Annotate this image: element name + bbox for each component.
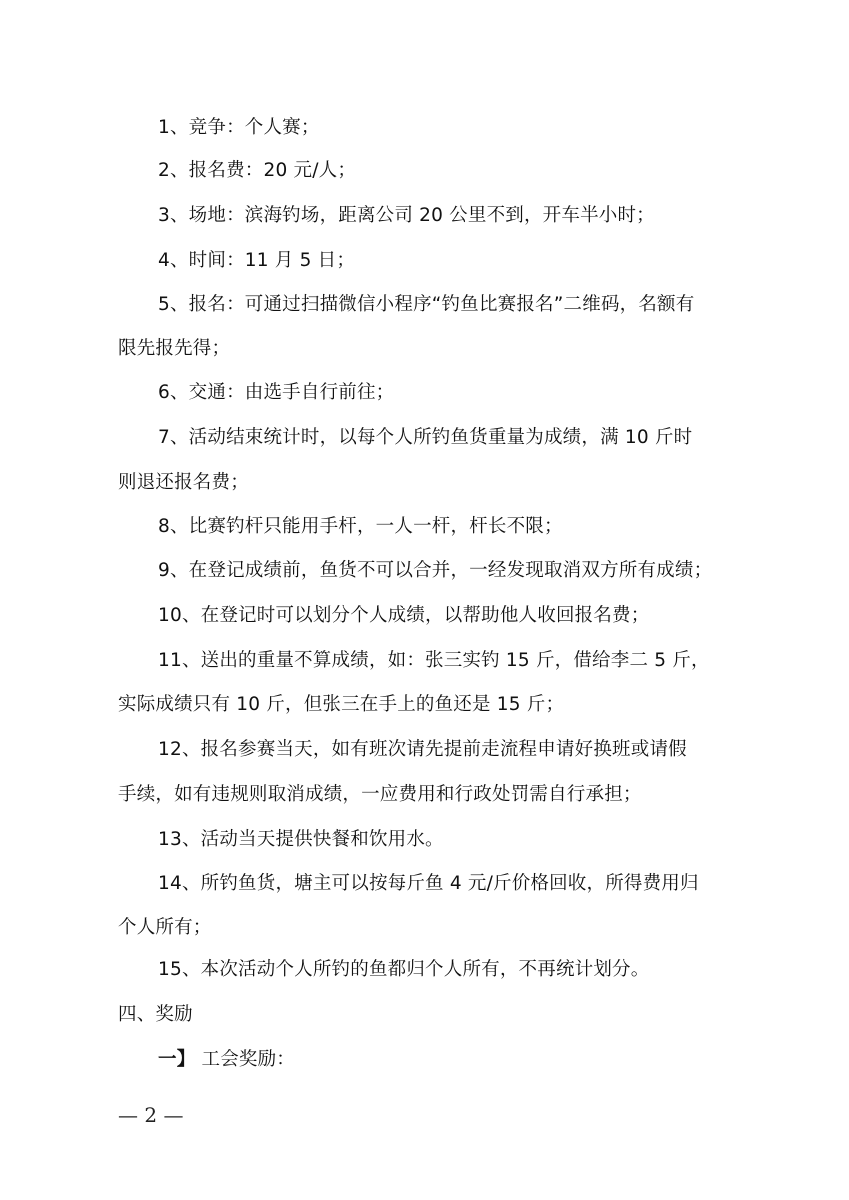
subheading [158,1049,295,1071]
rule-line: 9、在登记成绩前，鱼货不可以合并，一经发现取消双方所有成绩； [158,560,713,581]
rule-line: 3、场地：滨海钓场，距离公司 20 公里不到，开车半小时； [158,205,655,226]
rule-line: 14、所钓鱼货，塘主可以按每斤鱼 4 元/斤价格回收，所得费用归 [158,873,699,894]
rule-line: 则退还报名费； [118,472,249,493]
rule-line: 2、报名费：20 元/人； [158,160,357,181]
section-heading: 四、奖励 [118,1004,193,1025]
rule-line: 5、报名：可通过扫描微信小程序“钓鱼比赛报名”二维码，名额有 [158,294,695,315]
rule-line: 6、交通：由选手自行前往； [158,382,395,403]
rule-line: 7、活动结束统计时，以每个人所钓鱼货重量为成绩，满 10 斤时 [158,427,693,448]
page-number: — 2 — [118,1103,184,1127]
rule-line: 4、时间：11 月 5 日； [158,250,356,271]
rule-line: 13、活动当天提供快餐和饮用水。 [158,829,444,850]
rule-line: 12、报名参赛当天，如有班次请先提前走流程申请好换班或请假 [158,739,687,760]
rule-line: 个人所有； [118,917,212,938]
rule-line: 手续，如有违规则取消成绩，一应费用和行政处罚需自行承担； [118,784,642,805]
rule-line: 15、本次活动个人所钓的鱼都归个人所有，不再统计划分。 [158,959,650,980]
rule-line: 11、送出的重量不算成绩，如：张三实钓 15 斤，借给李二 5 斤， [158,650,710,671]
rule-line: 10、在登记时可以划分个人成绩，以帮助他人收回报名费； [158,605,650,626]
rule-line: 1、竞争：个人赛； [158,117,320,138]
subheading-marker: 一】 [158,1049,196,1070]
rule-line: 8、比赛钓杆只能用手杆，一人一杆，杆长不限； [158,516,563,537]
rule-line: 限先报先得； [118,338,231,359]
rule-line: 实际成绩只有 10 斤，但张三在手上的鱼还是 15 斤； [118,694,565,715]
subheading-text: 工会奖励： [201,1049,296,1070]
